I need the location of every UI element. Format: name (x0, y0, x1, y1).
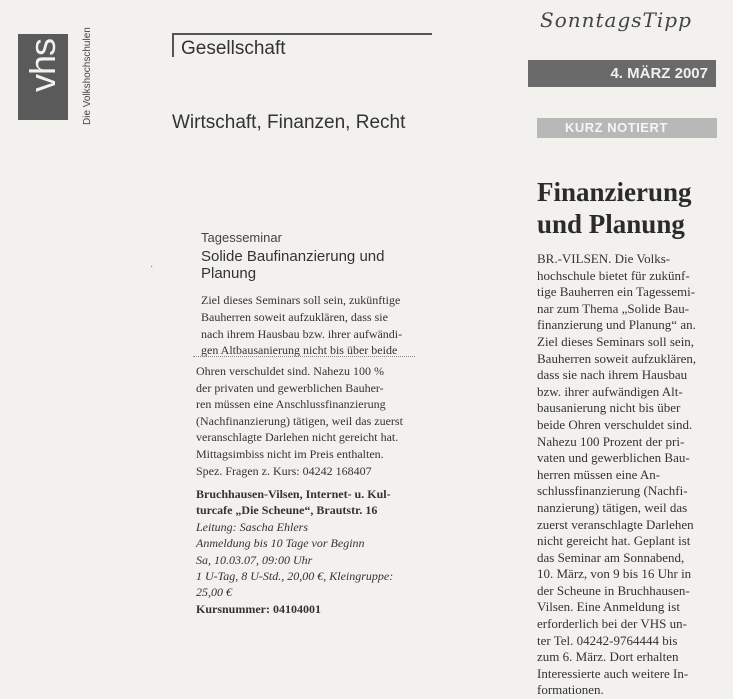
headline-line: Finanzierung (537, 177, 692, 207)
clipping-edge (193, 356, 415, 357)
article-line: hochschule bietet für zukünf- (537, 267, 690, 283)
article-headline (537, 176, 727, 240)
article-line: vaten und gewerblichen Bau- (537, 450, 690, 466)
article-line: tige Bauherren ein Tagessemi- (537, 284, 696, 300)
course-details (196, 486, 424, 617)
article-line: der Scheune in Bruchhausen- (537, 582, 690, 598)
text-line: nach ihrem Hausbau bzw. ihrer aufwändi- (201, 326, 403, 341)
article-line: ter Tel. 04242-9764444 bis (537, 632, 678, 648)
venue-line: turcafe „Die Scheune“, Brautstr. 16 (196, 503, 378, 518)
date-banner: 4. MÄRZ 2007 (528, 60, 716, 87)
text-line: Ziel dieses Seminars soll sein, zukünftige (201, 293, 401, 307)
article-line: nanzierung) tätigen, weil das (537, 499, 688, 515)
article-line: nicht gereicht hat. Geplant ist (537, 533, 691, 549)
vhs-logo-subtitle: Die Volkshochschulen (82, 27, 93, 125)
info-line: Sa, 10.03.07, 09:00 Uhr (196, 552, 313, 567)
article-line: Bauherren soweit aufzuklären, (537, 350, 697, 366)
article-line: beide Ohren verschuldet sind. (537, 416, 693, 432)
info-line: Leitung: Sascha Ehlers (196, 519, 308, 534)
course-description-part1 (201, 292, 419, 359)
article-line: BR.-VILSEN. Die Volks- (537, 251, 671, 266)
text-line: der privaten und gewerblichen Bauher- (196, 380, 384, 395)
text-line: ren müssen eine Anschlussfinanzierung (196, 397, 386, 412)
vhs-logo-text: vhs (22, 38, 63, 92)
headline-line: und Planung (537, 209, 685, 239)
text-line: gen Altbausanierung nicht bis über beide (201, 343, 398, 358)
venue-line: Bruchhausen-Vilsen, Internet- u. Kul- (196, 487, 391, 501)
rubric-banner: KURZ NOTIERT (537, 118, 717, 138)
course-title-line: Planung (201, 265, 257, 282)
article-line: zum 6. März. Dort erhalten (537, 649, 679, 665)
course-type: Tagesseminar (201, 230, 282, 245)
vhs-logo (18, 34, 68, 120)
section-title: Gesellschaft (181, 38, 286, 59)
text-line: Mittagsimbiss nicht im Preis enthalten. (196, 446, 384, 461)
article-line: Nahezu 100 Prozent der pri- (537, 433, 685, 449)
article-line: erforderlich bei der VHS un- (537, 616, 687, 632)
article-line: Ziel dieses Seminars soll sein, (537, 333, 695, 349)
article-line: formationen. (537, 682, 604, 698)
info-line: 25,00 € (196, 585, 232, 600)
article-line: Vilsen. Eine Anmeldung ist (537, 599, 680, 615)
category-heading: Wirtschaft, Finanzen, Recht (172, 112, 406, 133)
article-line: finanzierung und Planung“ an. (537, 317, 696, 333)
article-line: herren müssen eine An- (537, 466, 661, 482)
article-line: zuerst veranschlagte Darlehen (537, 516, 694, 532)
info-line: 1 U-Tag, 8 U-Std., 20,00 €, Kleingruppe: (196, 569, 394, 584)
article-line: nar zum Thema „Solide Bau- (537, 300, 690, 316)
course-description-part2 (196, 363, 424, 479)
text-line: veranschlagte Darlehen nicht gereicht hat. (196, 430, 399, 445)
article-line: dass sie nach ihrem Hausbau (537, 367, 688, 383)
article-line: bausanierung nicht bis über (537, 400, 681, 416)
article-line: bzw. ihrer aufwändigen Alt- (537, 383, 683, 399)
text-line: Ohren verschuldet sind. Nahezu 100 % (196, 364, 384, 378)
stray-mark: · (150, 262, 154, 273)
article-line: das Seminar am Sonnabend, (537, 549, 685, 565)
text-line: (Nachfinanzierung) tätigen, weil das zuerst (196, 413, 403, 428)
course-title-line: Solide Baufinanzierung und (201, 248, 385, 265)
text-line: Spez. Fragen z. Kurs: 04242 168407 (196, 463, 372, 478)
article-line: schlussfinanzierung (Nachfi- (537, 483, 688, 499)
handwritten-note: SonntagsTipp (540, 8, 692, 32)
course-title (201, 248, 411, 282)
article-line: 10. März, von 9 bis 16 Uhr in (537, 566, 692, 582)
course-number: Kursnummer: 04104001 (196, 601, 321, 616)
info-line: Anmeldung bis 10 Tage vor Beginn (196, 536, 365, 551)
article-line: Interessierte auch weitere In- (537, 665, 689, 681)
article-body (537, 251, 717, 699)
text-line: Bauherren soweit aufzuklären, dass sie (201, 309, 388, 324)
